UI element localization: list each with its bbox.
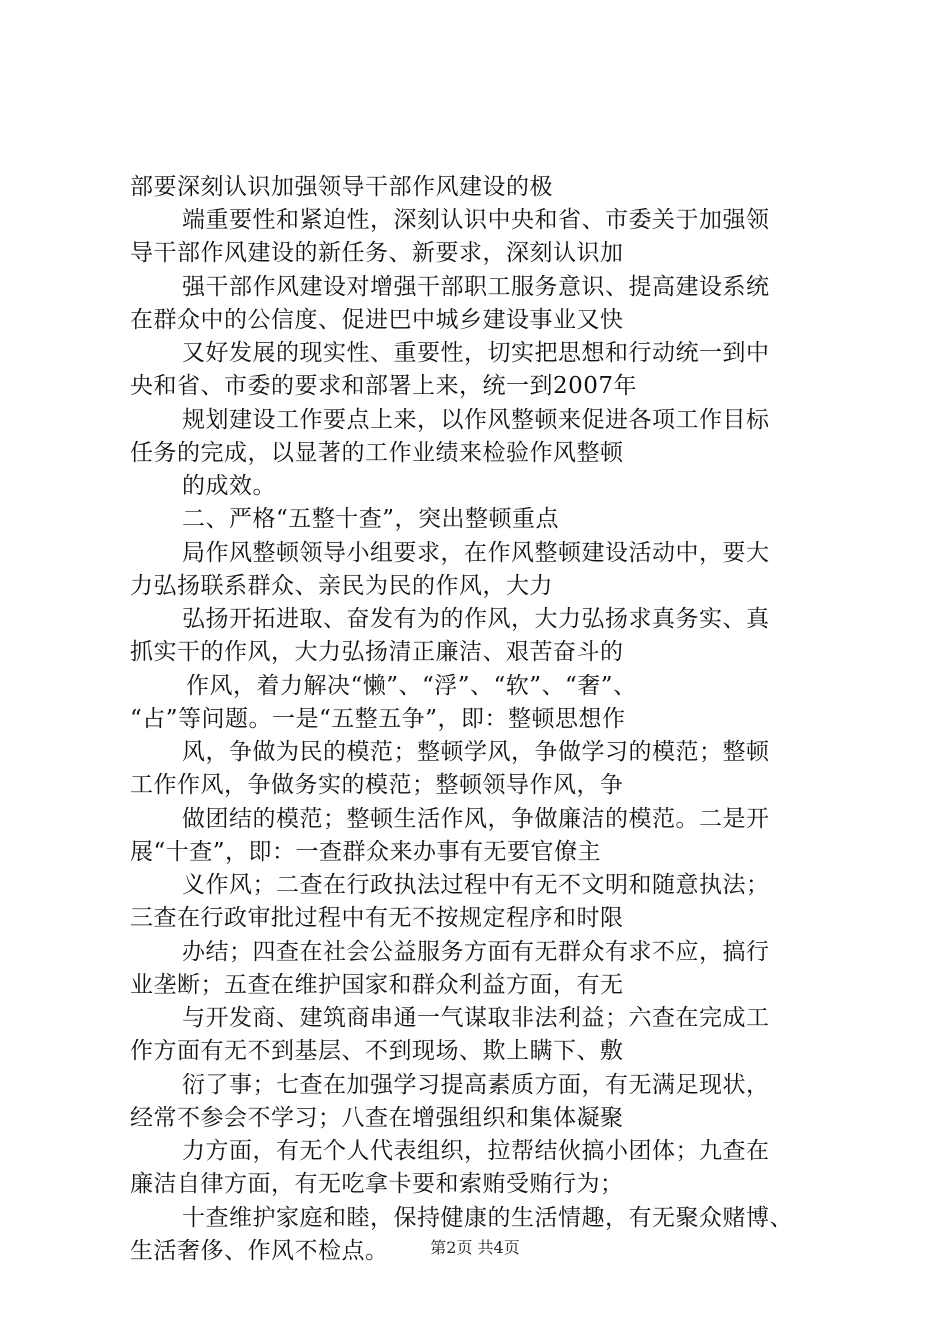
text-line: 端重要性和紧迫性，深刻认识中央和省、市委关于加强领 <box>182 207 770 233</box>
text-line: 展“十查”，即：一查群众来办事有无要官僚主 <box>130 839 602 865</box>
text-line: 弘扬开拓进取、奋发有为的作风，大力弘扬求真务实、真 <box>182 606 770 632</box>
text-line: 生活奢侈、作风不检点。 <box>130 1238 389 1264</box>
text-line: 在群众中的公信度、促进巴中城乡建设事业又快 <box>130 307 624 333</box>
text-line: 导干部作风建设的新任务、新要求，深刻认识加 <box>130 240 624 266</box>
text-line: 作方面有无不到基层、不到现场、欺上瞒下、敷 <box>130 1038 624 1064</box>
text-line: 部要深刻认识加强领导干部作风建设的极 <box>130 174 553 200</box>
text-line: 风，争做为民的模范；整顿学风，争做学习的模范；整顿 <box>182 739 770 765</box>
text-line: 强干部作风建设对增强干部职工服务意识、提高建设系统 <box>182 274 770 300</box>
text-line: 十查维护家庭和睦，保持健康的生活情趣，有无聚众赌博、 <box>182 1205 793 1231</box>
text-line: 抓实干的作风，大力弘扬清正廉洁、艰苦奋斗的 <box>130 639 624 665</box>
text-line: 任务的完成，以显著的工作业绩来检验作风整顿 <box>130 440 624 466</box>
text-line: 三查在行政审批过程中有无不按规定程序和时限 <box>130 905 624 931</box>
text-line: 工作作风，争做务实的模范；整顿领导作风，争 <box>130 772 624 798</box>
text-line: 作风，着力解决“懒”、“浮”、“软”、“奢”、 <box>186 673 637 699</box>
section-heading: 二、严格“五整十查”，突出整顿重点 <box>182 506 560 532</box>
text-line: 局作风整顿领导小组要求，在作风整顿建设活动中，要大 <box>182 540 770 566</box>
text-line: 力弘扬联系群众、亲民为民的作风，大力 <box>130 573 553 599</box>
page-number-footer: 第2页 共4页 <box>430 1238 520 1257</box>
text-line: 经常不参会不学习；八查在增强组织和集体凝聚 <box>130 1105 624 1131</box>
text-line: 办结；四查在社会公益服务方面有无群众有求不应，搞行 <box>182 939 770 965</box>
text-line: 做团结的模范；整顿生活作风，争做廉洁的模范。二是开 <box>182 806 770 832</box>
text-line: 廉洁自律方面，有无吃拿卡要和索贿受贿行为； <box>130 1171 624 1197</box>
text-line: 衍了事；七查在加强学习提高素质方面，有无满足现状， <box>182 1072 770 1098</box>
text-line: “占”等问题。一是“五整五争”，即：整顿思想作 <box>130 706 626 732</box>
text-line: 又好发展的现实性、重要性，切实把思想和行动统一到中 <box>182 340 770 366</box>
text-line: 力方面，有无个人代表组织，拉帮结伙搞小团体；九查在 <box>182 1138 770 1164</box>
text-line: 央和省、市委的要求和部署上来，统一到2007年 <box>130 373 638 399</box>
text-line: 规划建设工作要点上来，以作风整顿来促进各项工作目标 <box>182 407 770 433</box>
text-line: 的成效。 <box>182 473 276 499</box>
text-line: 义作风；二查在行政执法过程中有无不文明和随意执法； <box>182 872 770 898</box>
text-line: 与开发商、建筑商串通一气谋取非法利益；六查在完成工 <box>182 1005 770 1031</box>
text-line: 业垄断；五查在维护国家和群众利益方面，有无 <box>130 972 624 998</box>
